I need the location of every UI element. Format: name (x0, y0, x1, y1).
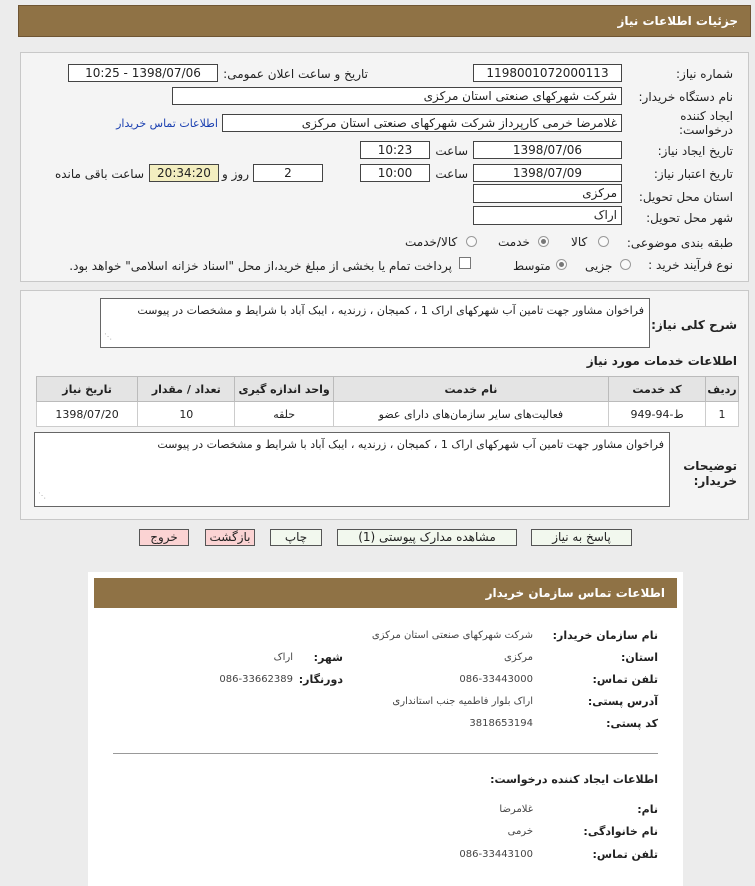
creator-first-name-label: نام: (637, 803, 658, 816)
purchase-minor-label: جزیی (585, 259, 613, 273)
purchase-minor-radio[interactable] (620, 259, 631, 270)
announce-datetime-field: 1398/07/06 - 10:25 (68, 64, 218, 82)
cell-unit: حلقه (235, 402, 333, 427)
category-both-radio[interactable] (466, 236, 477, 247)
remaining-days-field: 2 (253, 164, 323, 182)
contact-postal-label: کد پستی: (606, 717, 658, 730)
buyer-org-field: شرکت شهرکهای صنعتی استان مرکزی (172, 87, 622, 105)
created-date-label: تاریخ ایجاد نیاز: (657, 144, 733, 158)
buyer-notes-label-1: توضیحات (683, 459, 737, 473)
city-field: اراک (473, 206, 622, 225)
buyer-notes-text: فراخوان مشاور جهت تامین آب شهرکهای اراک 1 ، کمیجان ، زرندیه ، ایبک آباد با شرایط و مشخصات در پیوست (157, 438, 664, 451)
contact-city-label: شهر: (313, 651, 343, 664)
creator-phone-value: 086-33443100 (459, 849, 533, 860)
contact-divider (113, 753, 658, 754)
deadline-time-field: 10:00 (360, 164, 430, 182)
requester-field: غلامرضا خرمی کارپرداز شرکت شهرکهای صنعتی استان مرکزی (222, 114, 622, 132)
col-code: کد خدمت (609, 377, 706, 402)
creator-phone-label: تلفن تماس: (592, 848, 658, 861)
description-label: شرح کلی نیاز: (651, 318, 737, 332)
need-number-label: شماره نیاز: (676, 67, 733, 81)
purchase-medium-label: متوسط (513, 259, 551, 273)
created-time-label: ساعت (435, 144, 468, 158)
exit-button[interactable]: خروج (139, 529, 189, 546)
table-row (37, 402, 739, 427)
province-label: استان محل تحویل: (638, 190, 733, 204)
city-label: شهر محل تحویل: (646, 211, 733, 225)
contact-phone-label: تلفن تماس: (592, 673, 658, 686)
category-goods-label: کالا (571, 235, 588, 249)
buyer-notes-label-2: خریدار: (693, 474, 737, 488)
requester-label-2: درخواست: (679, 123, 733, 137)
contact-address-value: اراک بلوار فاطمیه جنب استانداری (392, 696, 533, 707)
contact-address-label: آدرس پستی: (587, 695, 658, 708)
purchase-medium-radio[interactable] (556, 259, 567, 270)
print-button[interactable]: چاپ (270, 529, 322, 546)
deadline-date-label: تاریخ اعتبار نیاز: (653, 167, 733, 181)
treasury-payment-checkbox[interactable] (459, 257, 471, 269)
cell-qty: 10 (138, 402, 235, 427)
services-table (36, 376, 739, 427)
category-service-label: خدمت (498, 235, 530, 249)
creator-last-name-value: خرمی (507, 826, 533, 837)
col-name: نام خدمت (333, 377, 608, 402)
deadline-time-label: ساعت (435, 167, 468, 181)
contact-fax-label: دورنگار: (298, 673, 343, 686)
contact-box (88, 572, 683, 886)
description-textarea[interactable]: فراخوان مشاور جهت تامین آب شهرکهای اراک 1 ، کمیجان ، زرندیه ، ایبک آباد با شرایط و مشخصات در پیوست ⋰ (100, 298, 650, 348)
services-header-row (37, 377, 739, 402)
days-label: روز و (222, 167, 249, 181)
col-row: ردیف (706, 377, 739, 402)
deadline-date-field: 1398/07/09 (473, 164, 622, 182)
requester-label-1: ایجاد کننده (680, 109, 733, 123)
back-button[interactable]: بازگشت (205, 529, 255, 546)
page-title: جزئیات اطلاعات نیاز (617, 14, 738, 28)
category-service-radio[interactable] (538, 236, 549, 247)
cell-code: ط-94-949 (609, 402, 706, 427)
creator-last-name-label: نام خانوادگی: (583, 825, 658, 838)
buyer-notes-textarea[interactable]: فراخوان مشاور جهت تامین آب شهرکهای اراک 1 ، کمیجان ، زرندیه ، ایبک آباد با شرایط و مشخصات در پیوست ⋰ (34, 432, 670, 507)
contact-title: اطلاعات تماس سازمان خریدار (485, 586, 665, 600)
contact-org-label: نام سازمان خریدار: (552, 629, 658, 642)
contact-org-value: شرکت شهرکهای صنعتی استان مرکزی (371, 630, 533, 641)
category-label: طبقه بندی موضوعی: (626, 236, 733, 250)
buyer-contact-link[interactable]: اطلاعات تماس خریدار (116, 117, 218, 130)
creator-first-name-value: غلامرضا (499, 804, 533, 815)
contact-province-value: مرکزی (504, 652, 533, 663)
remaining-time-label: ساعت باقی مانده (54, 167, 144, 181)
page-header (18, 5, 751, 37)
contact-city-value: اراک (273, 652, 293, 663)
col-qty: تعداد / مقدار (138, 377, 235, 402)
col-date: تاریخ نیاز (37, 377, 138, 402)
province-field: مرکزی (473, 184, 622, 203)
need-number-field: 1198001072000113 (473, 64, 622, 82)
contact-fax-value: 086-33662389 (219, 674, 293, 685)
category-both-label: کالا/خدمت (405, 235, 458, 249)
col-unit: واحد اندازه گیری (235, 377, 333, 402)
attachments-button[interactable]: مشاهده مدارک پیوستی (1) (337, 529, 517, 546)
description-text: فراخوان مشاور جهت تامین آب شهرکهای اراک 1 ، کمیجان ، زرندیه ، ایبک آباد با شرایط و مشخصات در پیوست (137, 304, 644, 317)
buyer-org-label: نام دستگاه خریدار: (638, 90, 733, 104)
contact-header (94, 578, 677, 608)
cell-row: 1 (706, 402, 739, 427)
cell-date: 1398/07/20 (37, 402, 138, 427)
purchase-type-label: نوع فرآیند خرید : (648, 258, 733, 272)
contact-province-label: استان: (621, 651, 658, 664)
creator-title: اطلاعات ایجاد کننده درخواست: (490, 773, 658, 786)
category-goods-radio[interactable] (598, 236, 609, 247)
reply-button[interactable]: پاسخ به نیاز (531, 529, 632, 546)
contact-phone-value: 086-33443000 (459, 674, 533, 685)
remaining-time-field: 20:34:20 (149, 164, 219, 182)
treasury-payment-note: پرداخت تمام یا بخشی از مبلغ خرید،از محل "اسناد خزانه اسلامی" خواهد بود. (69, 259, 452, 273)
created-date-field: 1398/07/06 (473, 141, 622, 159)
announce-datetime-label: تاریخ و ساعت اعلان عمومی: (223, 67, 368, 81)
created-time-field: 10:23 (360, 141, 430, 159)
services-title: اطلاعات خدمات مورد نیاز (586, 354, 737, 368)
contact-postal-value: 3818653194 (469, 718, 533, 729)
cell-name: فعالیت‌های سایر سازمان‌های دارای عضو (333, 402, 608, 427)
